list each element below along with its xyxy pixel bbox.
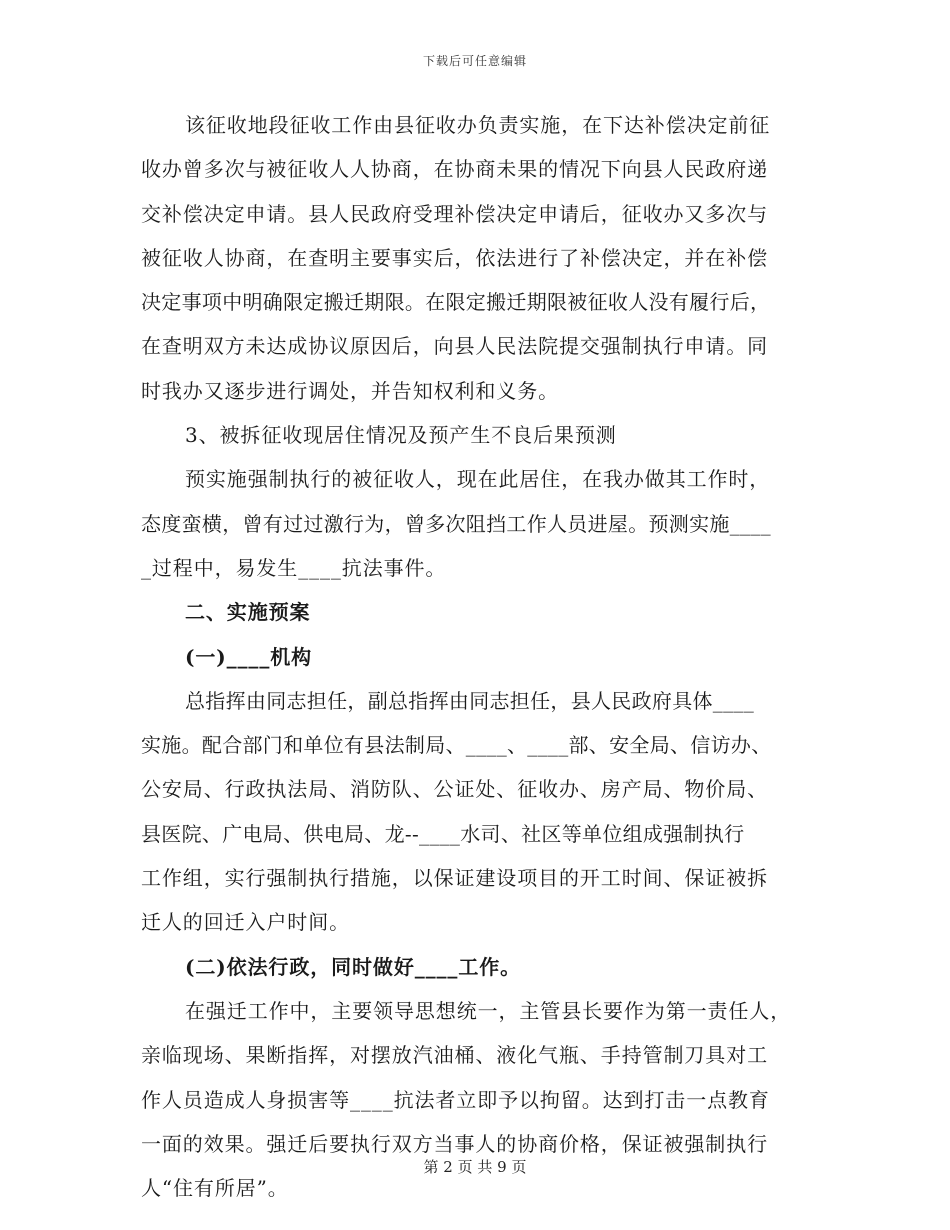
paragraph-line: 在强迁工作中，主要领导思想统一，主管县长要作为第一责任人， <box>185 998 792 1023</box>
paragraph-line: 一面的效果。强迁后要执行双方当事人的协商价格，保证被强制执行 <box>141 1131 768 1156</box>
paragraph-line: 态度蛮横，曾有过过激行为，曾多次阻挡工作人员进屋。预测实施____ <box>141 511 771 536</box>
paragraph-line: 人“住有所居”。 <box>141 1176 289 1201</box>
paragraph-line: _过程中，易发生____抗法事件。 <box>141 555 447 580</box>
paragraph-line: 县医院、广电局、供电局、龙--____水司、社区等单位组成强制执行 <box>141 821 745 846</box>
page-header: 下载后可任意编辑 <box>422 54 527 68</box>
subsection-heading: (一)____机构 <box>185 644 313 669</box>
section-heading: 3、被拆征收现居住情况及预产生不良后果预测 <box>185 423 617 448</box>
page-number-footer: 第 2 页 共 9 页 <box>423 1158 527 1176</box>
paragraph-line: 工作组，实行强制执行措施，以保证建设项目的开工时间、保证被拆 <box>141 866 768 891</box>
paragraph-line: 交补偿决定申请。县人民政府受理补偿决定申请后，征收办又多次与 <box>141 201 768 226</box>
paragraph-line: 被征收人协商，在查明主要事实后，依法进行了补偿决定，并在补偿 <box>141 245 768 270</box>
section-heading: 二、实施预案 <box>185 600 311 625</box>
paragraph-line: 时我办又逐步进行调处，并告知权利和义务。 <box>141 378 559 403</box>
paragraph-line: 决定事项中明确限定搬迁期限。在限定搬迁期限被征收人没有履行后， <box>141 290 771 315</box>
paragraph-line: 实施。配合部门和单位有县法制局、____、____部、安全局、信访办、 <box>141 733 772 758</box>
paragraph-line: 公安局、行政执法局、消防队、公证处、征收办、房产局、物价局、 <box>141 777 768 802</box>
paragraph-line: 该征收地段征收工作由县征收办负责实施，在下达补偿决定前征 <box>185 113 771 137</box>
paragraph-line: 收办曾多次与被征收人人协商，在协商未果的情况下向县人民政府递 <box>141 157 768 182</box>
document-body <box>141 103 810 1210</box>
paragraph-line: 迁人的回迁入户时间。 <box>141 910 350 935</box>
subsection-heading: (二)依法行政，同时做好____工作。 <box>185 954 522 979</box>
paragraph-line: 总指挥由同志担任，副总指挥由同志担任，县人民政府具体____ <box>185 688 754 713</box>
paragraph-line: 亲临现场、果断指挥，对摆放汽油桶、液化气瓶、手持管制刀具对工 <box>141 1043 768 1068</box>
paragraph-line: 预实施强制执行的被征收人，现在此居住，在我办做其工作时， <box>185 467 771 492</box>
paragraph-line: 作人员造成人身损害等____抗法者立即予以拘留。达到打击一点教育 <box>141 1087 770 1112</box>
paragraph-line: 在查明双方未达成协议原因后，向县人民法院提交强制执行申请。同 <box>141 334 768 359</box>
